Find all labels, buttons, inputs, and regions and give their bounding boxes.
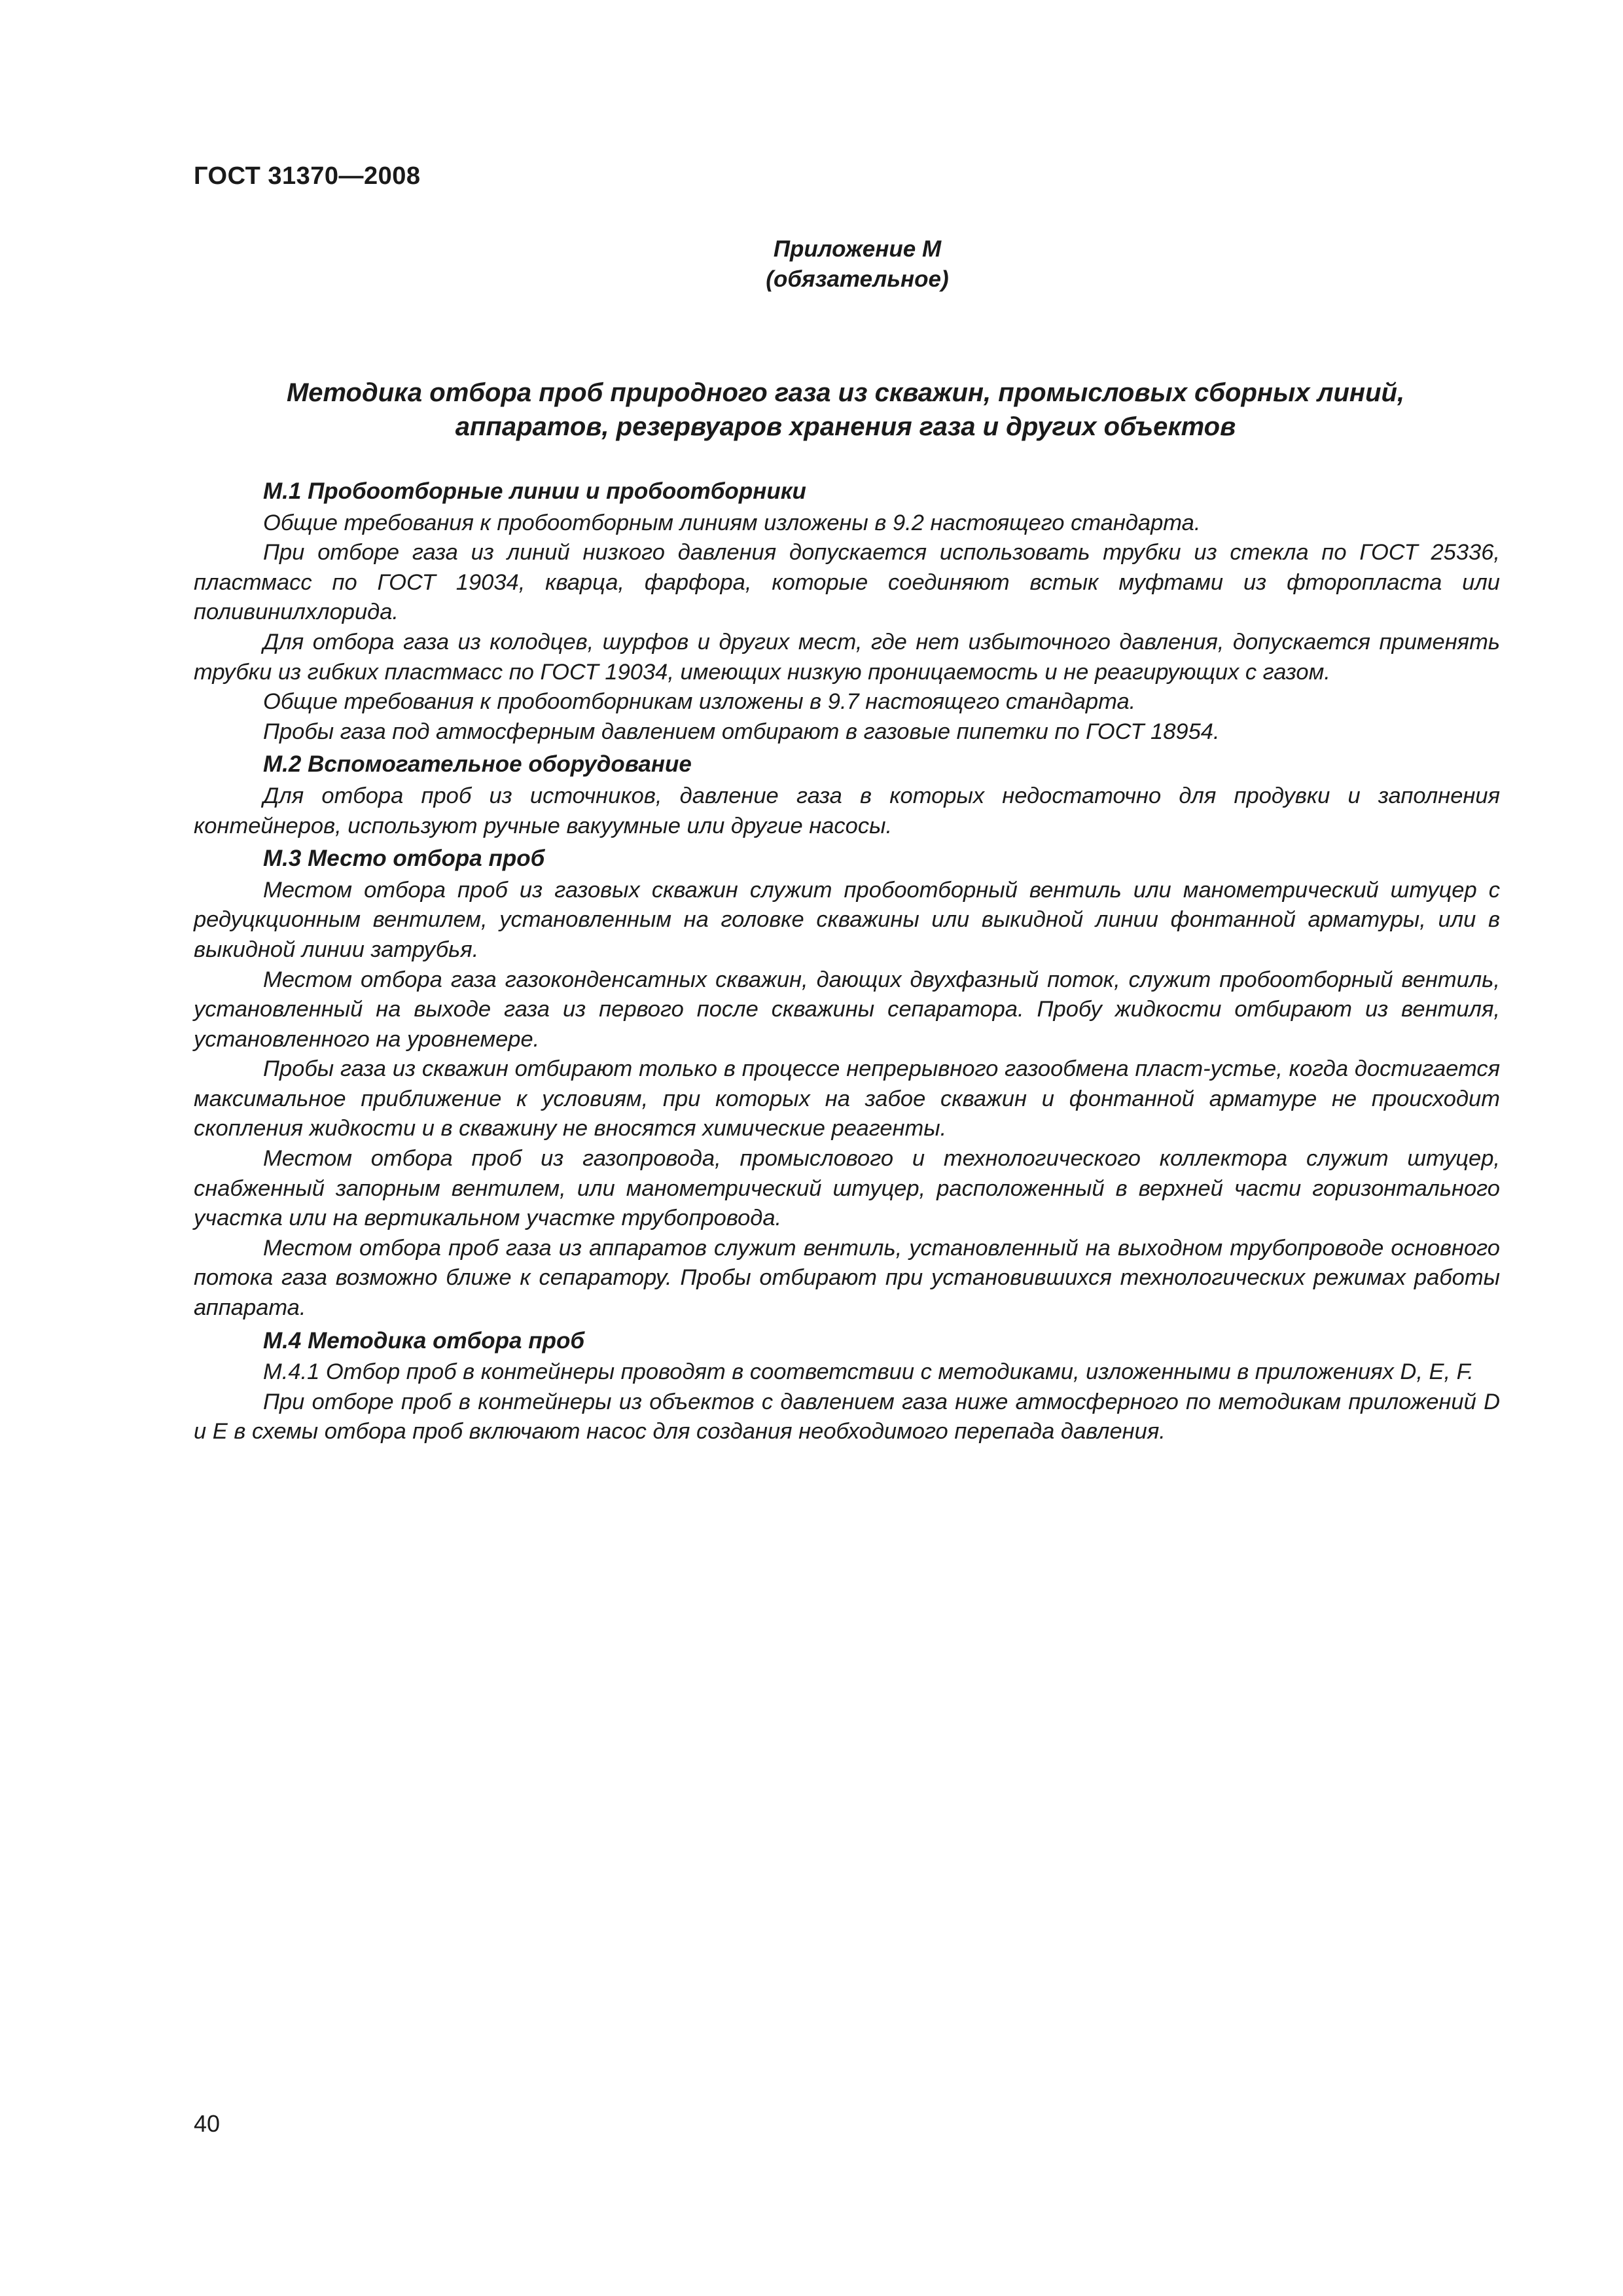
paragraph: При отборе проб в контейнеры из объектов с давлением газа ниже атмосферного по методикам приложений D и E в схемы отбора проб включают насос для создания необходимого перепада давления.	[194, 1389, 1500, 1444]
paragraph: Для отбора газа из колодцев, шурфов и других мест, где нет избыточного давления, допускается применять трубки из гибких пластмасс по ГОСТ 19034, имеющих низкую проницаемость и не реагирующих с газом.	[194, 629, 1500, 685]
paragraph: Пробы газа из скважин отбирают только в процессе непрерывного газообмена пласт-устье, когда достигается максимальное приближение к условиям, при которых на забое скважин и фонтанной арматуре не происходит скопления жидкости и в скважину не вносятся химические реагенты.	[194, 1056, 1500, 1141]
paragraph: Местом отбора проб из газовых скважин служит пробоотборный вентиль или манометрический штуцер с редуцкционным вентилем, установленным на головке скважины или выкидной линии фонтанной арматуры, или в выкидной линии затрубья.	[194, 877, 1500, 962]
paragraph: Местом отбора проб из газопровода, промыслового и технологического коллектора служит штуцер, снабженный запорным вентилем, или манометрический штуцер, расположенный в верхней части горизонтального участка или на вертикальном участке трубопровода.	[194, 1146, 1500, 1231]
paragraph: При отборе газа из линий низкого давления допускается использовать трубки из стекла по ГОСТ 25336, пластмасс по ГОСТ 19034, кварца, фарфора, которые соединяют встык муфтами из фторопласта или поливинилхлорида.	[194, 540, 1500, 625]
paragraph: Общие требования к пробоотборным линиям изложены в 9.2 настоящего стандарта.	[263, 510, 1201, 535]
paragraph: Для отбора проб из источников, давление газа в которых недостаточно для продувки и заполнения контейнеров, используют ручные вакуумные или другие насосы.	[194, 783, 1500, 838]
section-heading-m2: М.2 Вспомогательное оборудование	[263, 751, 692, 778]
section-heading-m3: М.3 Место отбора проб	[263, 846, 545, 872]
section-heading-m4: М.4 Методика отбора проб	[263, 1327, 585, 1354]
paragraph: М.4.1 Отбор проб в контейнеры проводят в соответствии с методиками, изложенными в приложениях D, E, F.	[263, 1359, 1474, 1385]
main-title-line-1: Методика отбора проб природного газа из скважин, промысловых сборных линий,	[286, 378, 1405, 407]
annex-label	[0, 234, 1623, 295]
page-number: 40	[194, 2110, 221, 2137]
section-heading-m1: М.1 Пробоотборные линии и пробоотборники	[263, 478, 806, 504]
document-body	[194, 474, 1500, 1447]
document-code: ГОСТ 31370—2008	[194, 162, 421, 190]
paragraph: Пробы газа под атмосферным давлением отбирают в газовые пипетки по ГОСТ 18954.	[263, 719, 1220, 744]
annex-title: Приложение М	[773, 236, 942, 262]
main-title	[194, 376, 1497, 444]
paragraph: Общие требования к пробоотборникам изложены в 9.7 настоящего стандарта.	[263, 689, 1136, 715]
paragraph: Местом отбора газа газоконденсатных скважин, дающих двухфазный поток, служит пробоотборный вентиль, установленный на выходе газа из первого после скважины сепаратора. Пробу жидкости отбирают из вентиля, установленного на уровнемере.	[194, 967, 1500, 1052]
annex-status: (обязательное)	[766, 266, 949, 292]
paragraph: Местом отбора проб газа из аппаратов служит вентиль, установленный на выходном трубопроводе основного потока газа возможно ближе к сепаратору. Пробы отбирают при установившихся технологических режимах работы аппарата.	[194, 1235, 1500, 1321]
main-title-line-2: аппаратов, резервуаров хранения газа и других объектов	[455, 412, 1236, 441]
